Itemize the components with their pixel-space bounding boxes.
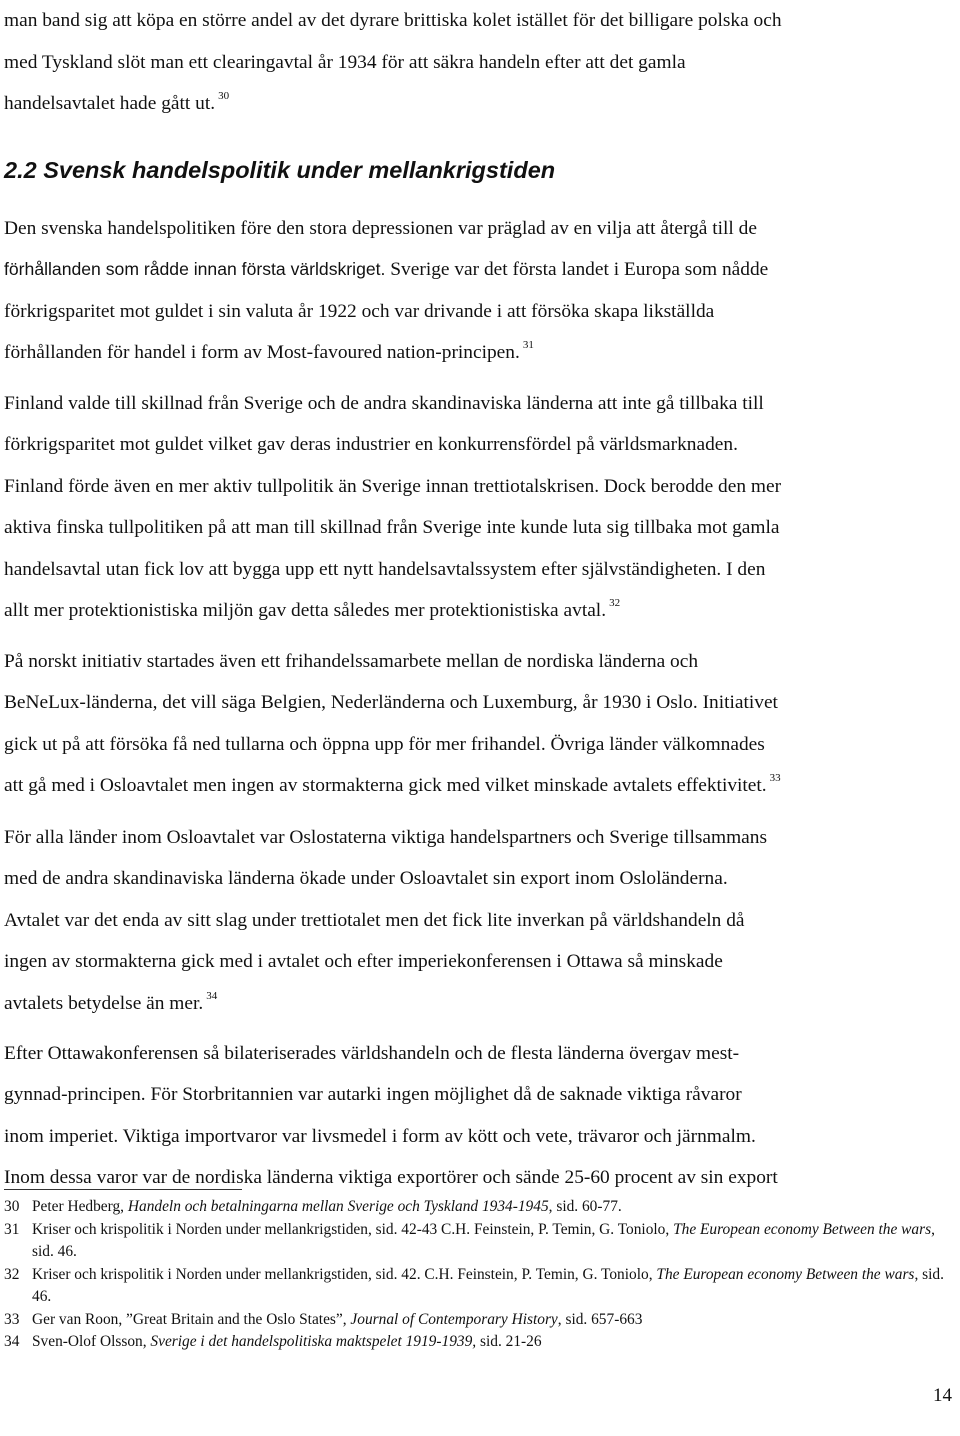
text-line: På norskt initiativ startades även ett frihandelssamarbete mellan de nordiska länderna och [4, 651, 699, 672]
text-line: man band sig att köpa en större andel av det dyrare brittiska kolet istället för det billigare polska och [4, 10, 782, 31]
text-line: ingen av stormakterna gick med i avtalet och efter imperiekonferensen i Ottawa så minskade [4, 951, 723, 973]
text-line [4, 983, 956, 1027]
footnote-30 [4, 1196, 954, 1219]
text-span: Sverige var det första landet i Europa som nådde [385, 259, 769, 281]
page-number: 14 [933, 1385, 952, 1406]
text-span-italic: The European economy Between the wars [673, 1220, 932, 1238]
text-line: gynnad-principen. För Storbritannien var autarki ingen möjlighet då de saknade viktiga råvaror [4, 1084, 742, 1106]
text-span: Ger van Roon, ”Great Britain and the Oslo States”, [32, 1310, 351, 1328]
text-span: , sid. 657-663 [557, 1310, 643, 1328]
text-line: med Tyskland slöt man ett clearingavtal år 1934 för att säkra handeln efter att det gamla [4, 51, 686, 73]
footnote-number: 32 [4, 1265, 20, 1283]
footnote-31 [4, 1219, 954, 1264]
footnote-number: 30 [4, 1198, 20, 1215]
text-line [4, 590, 956, 634]
text-span-italic: Sverige i det handelspolitiska maktspelet 1919-1939, [150, 1333, 477, 1350]
footnote-text [32, 1219, 954, 1264]
text-span: Sven-Olof Olsson, [32, 1333, 151, 1350]
footnote-text [32, 1264, 954, 1309]
text-span: , sid. 46. [32, 1265, 944, 1305]
text-line: Inom dessa varor var de nordiska länderna viktiga exportörer och sände 25-60 procent av sin export [4, 1167, 778, 1189]
text-line: Finland valde till skillnad från Sverige och de andra skandinaviska länderna att inte gå tillbaka till [4, 393, 764, 414]
text-span: Kriser och krispolitik i Norden under mellankrigstiden, sid. 42-43 C.H. Feinstein, P. Temin, G. Toniolo, [32, 1220, 674, 1238]
text-line: Efter Ottawakonferensen så bilateriserades världshandeln och de flesta länderna övergav mest- [4, 1043, 740, 1064]
footnote-34 [4, 1331, 954, 1354]
footnote-ref[interactable]: 33 [769, 772, 781, 785]
footnote-text [32, 1309, 954, 1332]
text-line: Den svenska handelspolitiken före den stora depressionen var präglad av en vilja att återgå till de [4, 218, 757, 239]
text-span: avtalets betydelse än mer. [4, 992, 204, 1014]
text-span: Kriser och krispolitik i Norden under mellankrigstiden, sid. 42. C.H. Feinstein, P. Temin, G. Toniolo, [32, 1265, 657, 1283]
text-span: , sid. 60-77. [548, 1198, 622, 1215]
footnote-33 [4, 1309, 954, 1332]
footnote-32 [4, 1264, 954, 1309]
footnote-divider [4, 1189, 242, 1190]
text-span-italic: The European economy Between the wars [656, 1265, 915, 1283]
text-line: förkrigsparitet mot guldet vilket gav deras industrier en konkurrensfördel på världsmarknaden. [4, 434, 738, 456]
paragraph-3 [4, 641, 956, 810]
text-line: Avtalet var det enda av sitt slag under trettiotalet men det fick lite inverkan på världshandeln då [4, 909, 745, 931]
text-span-italic: Journal of Contemporary History [350, 1310, 558, 1328]
text-line: BeNeLux-länderna, det vill säga Belgien, Nederländerna och Luxemburg, år 1930 i Oslo. Initiativet [4, 692, 778, 714]
paragraph-opening [4, 0, 956, 128]
footnote-number: 33 [4, 1310, 20, 1328]
text-span: förhållanden som rådde innan första världskriget. [4, 259, 386, 280]
paragraph-2 [4, 383, 956, 634]
text-line: handelsavtal utan fick lov att bygga upp ett nytt handelsavtalssystem efter självständigheten. I den [4, 558, 766, 580]
footnote-ref[interactable]: 34 [206, 989, 218, 1002]
text-line [4, 249, 956, 290]
footnote-number: 34 [4, 1333, 20, 1350]
text-line: med de andra skandinaviska länderna ökade under Osloavtalet sin export inom Osloländerna. [4, 868, 728, 890]
text-span: allt mer protektionistiska miljön gav detta således mer protektionistiska avtal. [4, 600, 607, 622]
text-line: För alla länder inom Osloavtalet var Oslostaterna viktiga handelspartners och Sverige tillsammans [4, 827, 768, 848]
text-line [4, 332, 956, 376]
text-span: förhållanden för handel i form av Most-favoured nation-principen. [4, 342, 520, 364]
paragraph-5 [4, 1033, 956, 1199]
text-line: inom imperiet. Viktiga importvaror var livsmedel i form av kött och vete, trävaror och järnmalm. [4, 1125, 756, 1147]
section-heading: 2.2 Svensk handelspolitik under mellankrigstiden [4, 157, 556, 183]
footnote-ref[interactable]: 32 [609, 597, 621, 610]
text-span: sid. 21-26 [476, 1333, 542, 1350]
text-line [4, 83, 956, 128]
text-span: att gå med i Osloavtalet men ingen av stormakterna gick med vilket minskade avtalets effektivitet. [4, 775, 767, 797]
footnote-text [32, 1331, 954, 1354]
text-line [4, 765, 956, 809]
footnotes [4, 1196, 954, 1354]
text-line: gick ut på att försöka få ned tullarna och öppna upp för mer frihandel. Övriga länder välkomnades [4, 733, 765, 755]
text-span: handelsavtalet hade gått ut. [4, 93, 216, 114]
text-span: , sid. 46. [32, 1220, 935, 1260]
text-line: aktiva finska tullpolitiken på att man till skillnad från Sverige inte kunde luta sig tillbaka mot gamla [4, 517, 780, 539]
paragraph-1 [4, 208, 956, 377]
text-span: Peter Hedberg, [32, 1198, 128, 1215]
text-line: Finland förde även en mer aktiv tullpolitik än Sverige innan trettiotalskrisen. Dock berodde den mer [4, 475, 782, 497]
footnote-number: 31 [4, 1220, 20, 1238]
paragraph-4 [4, 817, 956, 1027]
footnote-ref[interactable]: 30 [218, 90, 230, 102]
text-line: förkrigsparitet mot guldet i sin valuta år 1922 och var drivande i att försöka skapa likställda [4, 300, 715, 322]
footnote-text [32, 1196, 954, 1219]
text-span-italic: Handeln och betalningarna mellan Sverige och Tyskland 1934-1945 [127, 1198, 549, 1215]
footnote-ref[interactable]: 31 [522, 339, 534, 352]
